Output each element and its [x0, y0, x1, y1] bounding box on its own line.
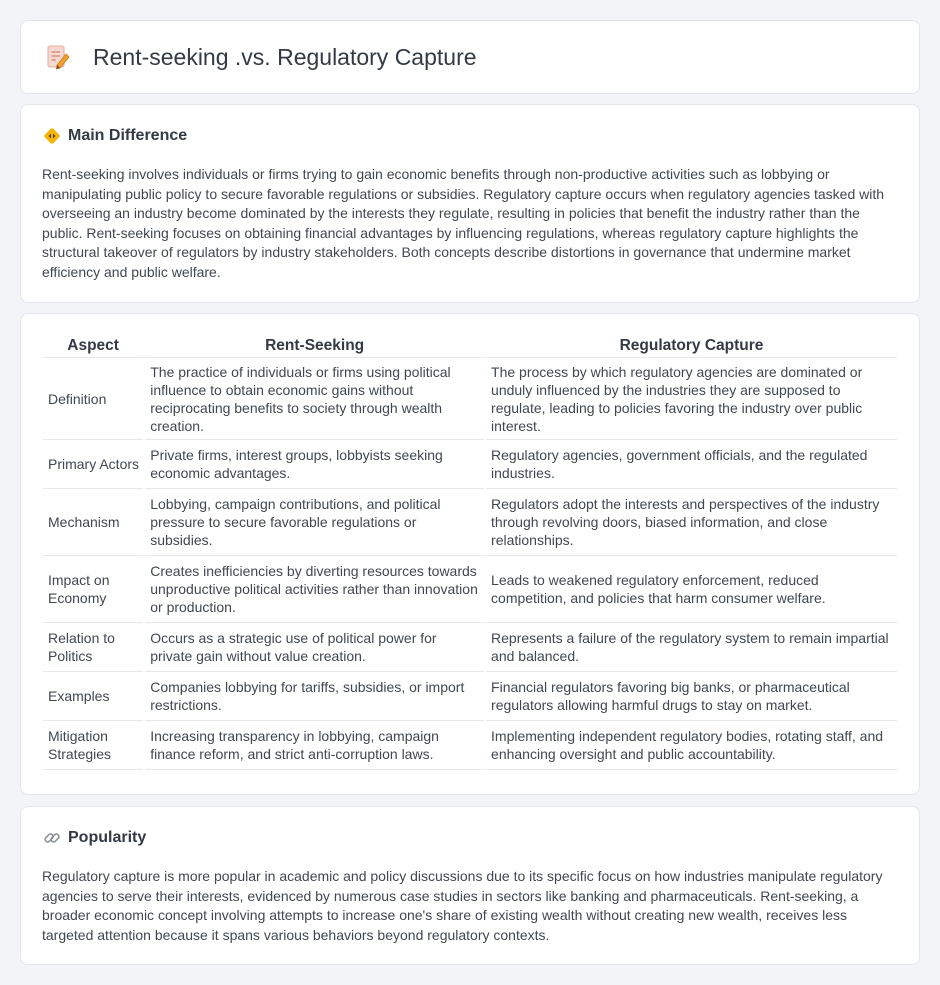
aspect-cell: Examples	[43, 672, 143, 721]
rent-seeking-cell: The practice of individuals or firms using political influence to obtain economic gains without reciprocating benefits to society through wealth creation.	[145, 358, 484, 440]
main-difference-card	[20, 104, 920, 303]
regulatory-capture-cell: The process by which regulatory agencies are dominated or unduly influenced by the industries they are supposed to regulate, leading to policies favoring the industry over public interest.	[486, 358, 897, 440]
regulatory-capture-cell: Financial regulators favoring big banks, or pharmaceutical regulators allowing harmful drugs to stay on market.	[486, 672, 897, 721]
rent-seeking-cell: Creates inefficiencies by diverting resources towards unproductive political activities rather than innovation or production.	[145, 556, 484, 623]
rent-seeking-cell: Companies lobbying for tariffs, subsidies, or import restrictions.	[145, 672, 484, 721]
diamond-arrows-icon	[43, 127, 61, 145]
rent-seeking-cell: Lobbying, campaign contributions, and political pressure to secure favorable regulations or subsidies.	[145, 489, 484, 556]
aspect-cell: Definition	[43, 358, 143, 440]
aspect-cell: Mitigation Strategies	[43, 721, 143, 770]
rent-seeking-cell: Increasing transparency in lobbying, campaign finance reform, and strict anti-corruption laws.	[145, 721, 484, 770]
title-card	[20, 20, 920, 94]
aspect-cell: Impact on Economy	[43, 556, 143, 623]
aspect-cell: Primary Actors	[43, 440, 143, 489]
comparison-table	[41, 336, 899, 770]
comparison-card	[20, 313, 920, 795]
table-row	[43, 489, 897, 556]
regulatory-capture-cell: Regulatory agencies, government officials, and the regulated industries.	[486, 440, 897, 489]
regulatory-capture-cell: Implementing independent regulatory bodies, rotating staff, and enhancing oversight and public accountability.	[486, 721, 897, 770]
rent-seeking-cell: Occurs as a strategic use of political power for private gain without value creation.	[145, 623, 484, 672]
regulatory-capture-cell: Regulators adopt the interests and perspectives of the industry through revolving doors, biased information, and close relationships.	[486, 489, 897, 556]
table-header-row	[43, 336, 897, 358]
table-row	[43, 556, 897, 623]
aspect-cell: Mechanism	[43, 489, 143, 556]
header-rent-seeking: Rent-Seeking	[145, 336, 484, 358]
rent-seeking-cell: Private firms, interest groups, lobbyists seeking economic advantages.	[145, 440, 484, 489]
header-aspect: Aspect	[43, 336, 143, 358]
table-row	[43, 721, 897, 770]
main-difference-heading: Main Difference	[68, 127, 188, 144]
popularity-card	[20, 806, 920, 965]
regulatory-capture-cell: Leads to weakened regulatory enforcement, reduced competition, and policies that harm consumer welfare.	[486, 556, 897, 623]
regulatory-capture-cell: Represents a failure of the regulatory system to remain impartial and balanced.	[486, 623, 897, 672]
table-row	[43, 440, 897, 489]
header-regulatory-capture: Regulatory Capture	[486, 336, 897, 358]
main-difference-text: Rent-seeking involves individuals or firms trying to gain economic benefits through non-productive activities such as lobbying or manipulating public policy to secure favorable regulations or subsidies. Regulatory capture occurs when regulatory agencies tasked with overseeing an industry become dominated by the interests they regulate, resulting in policies that benefit the industry rather than the public. Rent-seeking focuses on obtaining financial advantages by influencing regulations, whereas regulatory capture highlights the structural takeover of regulators by industry stakeholders. Both concepts describe distortions in governance that undermine market efficiency and public welfare.	[42, 166, 885, 280]
table-row	[43, 358, 897, 440]
popularity-heading: Popularity	[68, 829, 147, 846]
document-pencil-icon	[45, 43, 71, 71]
popularity-text: Regulatory capture is more popular in academic and policy discussions due to its specific focus on how industries manipulate regulatory agencies to serve their interests, evidenced by numerous case studies in sectors like banking and pharmaceuticals. Rent-seeking, a broader economic concept involving attempts to increase one's share of existing wealth without creating new wealth, receives less targeted attention because it spans various behaviors beyond regulatory contexts.	[42, 868, 883, 943]
page-title: Rent-seeking .vs. Regulatory Capture	[93, 43, 477, 70]
link-icon	[43, 829, 61, 847]
table-row	[43, 672, 897, 721]
aspect-cell: Relation to Politics	[43, 623, 143, 672]
table-row	[43, 623, 897, 672]
